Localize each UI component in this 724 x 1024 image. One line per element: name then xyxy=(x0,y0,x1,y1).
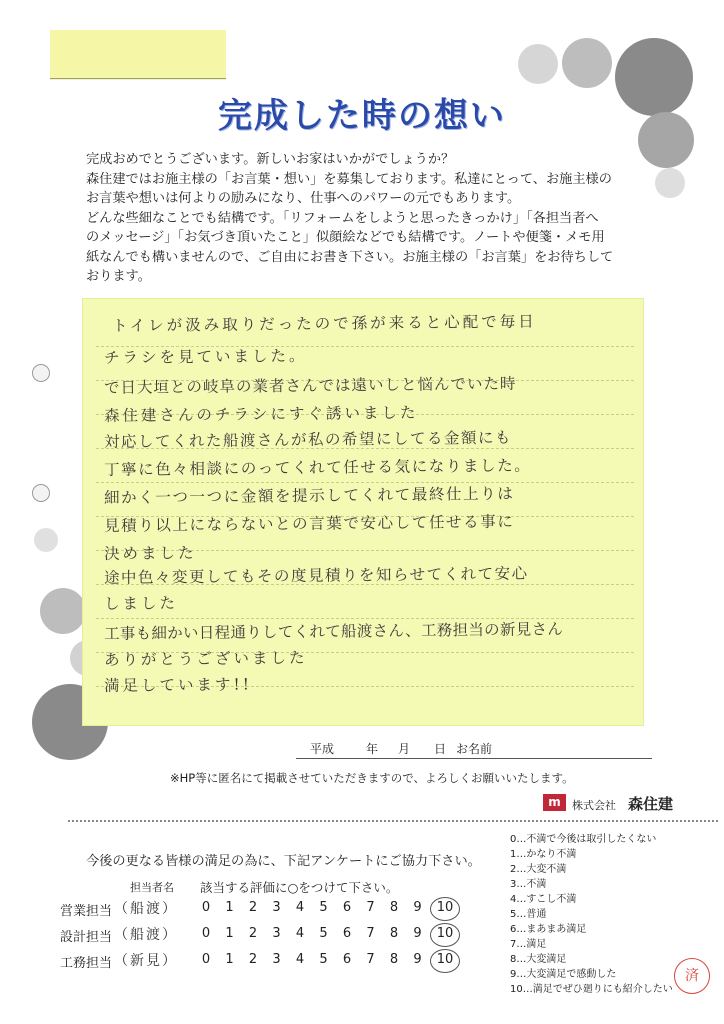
score-option[interactable]: 1 xyxy=(225,900,234,915)
handwritten-line: 工事も細かい日程通りしてくれて船渡さん、工務担当の新見さん xyxy=(103,620,564,643)
intro-line: どんな些細なことでも結構です。「リフォームをしようと思ったきっかけ」「各担当者へ xyxy=(86,210,599,226)
survey-row-staff-name: （船渡） xyxy=(114,927,178,943)
survey-row-label: 工務担当 xyxy=(60,956,113,971)
company-name: 森住建 xyxy=(628,795,674,813)
legend-item: 0…不満で今後は取引したくない xyxy=(510,834,657,845)
decor-circle xyxy=(34,528,58,552)
survey-row-staff-name: （新見） xyxy=(114,953,178,969)
score-option[interactable]: 10 xyxy=(436,900,454,915)
page-title: 完成した時の想い xyxy=(218,96,506,136)
score-option[interactable]: 6 xyxy=(342,926,352,941)
survey-title: 今後の更なる皆様の満足の為に、下記アンケートにご協力下さい。 xyxy=(86,854,481,869)
selected-score-circle xyxy=(430,897,460,921)
handwritten-line: 森住建さんのチラシにすぐ誘いました xyxy=(103,403,419,425)
score-option[interactable]: 5 xyxy=(319,900,328,915)
handwritten-line: 見積り以上にならないとの言葉で安心して任せる事に xyxy=(103,512,515,535)
score-option[interactable]: 6 xyxy=(342,900,352,915)
yellow-tab xyxy=(50,30,226,80)
legend-item: 9…大変満足で感動した xyxy=(510,969,617,980)
score-option[interactable]: 10 xyxy=(436,952,454,967)
punch-hole xyxy=(32,364,50,382)
score-option[interactable]: 7 xyxy=(366,900,375,915)
score-option[interactable]: 5 xyxy=(319,952,328,967)
decor-circle xyxy=(562,38,612,88)
handwritten-line: 対応してくれた船渡さんが私の希望にしてる金額にも xyxy=(103,428,513,451)
legend-item: 1…かなり不満 xyxy=(510,849,577,860)
score-option[interactable]: 0 xyxy=(201,926,211,941)
day-label: 日 xyxy=(434,742,447,756)
score-option[interactable]: 5 xyxy=(319,926,328,941)
score-option[interactable]: 2 xyxy=(248,900,258,915)
month-label: 月 xyxy=(398,742,411,756)
score-option[interactable]: 3 xyxy=(272,926,281,941)
punch-hole xyxy=(32,484,50,502)
survey-row-label: 設計担当 xyxy=(60,930,113,945)
intro-line: おります。 xyxy=(86,269,151,284)
legend-item: 10…満足でぜひ廻りにも紹介したい xyxy=(510,984,673,995)
intro-line: お言葉や想いは何よりの励みになり、仕事へのパワーの元でもあります。 xyxy=(86,191,521,206)
score-option[interactable]: 7 xyxy=(366,926,375,941)
legend-item: 2…大変不満 xyxy=(510,864,567,875)
selected-score-circle xyxy=(430,923,460,947)
legend-item: 6…まあまあ満足 xyxy=(510,924,587,935)
legend-item: 7…満足 xyxy=(510,939,547,950)
score-option[interactable]: 6 xyxy=(342,952,352,967)
score-option[interactable]: 2 xyxy=(248,926,258,941)
tab-rule xyxy=(50,78,226,79)
score-option[interactable]: 8 xyxy=(389,926,399,941)
company-logo: m xyxy=(543,794,566,811)
intro-line: のメッセージ」「お気づき頂いたこと」似顔絵などでも結構です。ノートや便箋・メモ用 xyxy=(86,230,605,245)
processed-stamp: 済 xyxy=(674,958,710,994)
score-option[interactable]: 1 xyxy=(225,926,234,941)
handwritten-line: 満足しています!! xyxy=(103,675,253,695)
score-option[interactable]: 4 xyxy=(295,952,305,967)
decor-circle xyxy=(518,44,558,84)
score-option[interactable]: 8 xyxy=(389,952,399,967)
legend-item: 3…不満 xyxy=(510,879,547,890)
score-option[interactable]: 1 xyxy=(225,952,234,967)
score-option[interactable]: 0 xyxy=(201,952,211,967)
legend-item: 5…普通 xyxy=(510,909,547,920)
date-name-row xyxy=(296,740,652,759)
score-option[interactable]: 3 xyxy=(272,900,281,915)
handwritten-line: 丁寧に色々相談にのってくれて任せる気になりました。 xyxy=(103,456,532,479)
handwritten-line: で日大垣との岐阜の業者さんでは遠いしと悩んでいた時 xyxy=(103,374,517,397)
instruction-column-header: 該当する評価に○をつけて下さい。 xyxy=(200,880,399,895)
survey-row-staff-name: （船渡） xyxy=(114,901,178,917)
score-option[interactable]: 7 xyxy=(366,952,375,967)
legend-item: 4…すこし不満 xyxy=(510,894,577,905)
decor-circle xyxy=(40,588,86,634)
year-label: 年 xyxy=(366,742,379,756)
decor-circle xyxy=(655,168,685,198)
score-option[interactable]: 4 xyxy=(295,900,305,915)
handwritten-line: ありがとうございました xyxy=(103,648,308,669)
score-option[interactable]: 9 xyxy=(413,952,422,967)
caution-note: ※HP等に匿名にて掲載させていただきますので、よろしくお願いいたします。 xyxy=(170,771,574,785)
score-option[interactable]: 0 xyxy=(201,900,211,915)
intro-line: 森住建ではお施主様の「お言葉・想い」を募集しております。私達にとって、お施主様の xyxy=(86,171,612,187)
section-divider xyxy=(68,820,718,822)
name-label: お名前 xyxy=(456,742,493,756)
handwritten-line: トイレが汲み取りだったので孫が来ると心配で毎日 xyxy=(111,312,537,335)
score-option[interactable]: 3 xyxy=(272,952,281,967)
score-option[interactable]: 9 xyxy=(413,926,422,941)
survey-row-label: 営業担当 xyxy=(60,904,113,919)
selected-score-circle xyxy=(430,949,460,973)
handwritten-line: 細かく一つ一つに金額を提示してくれて最終仕上りは xyxy=(103,484,515,507)
handwritten-line: しました xyxy=(103,594,179,613)
intro-text xyxy=(86,150,646,287)
era-label: 平成 xyxy=(310,742,335,756)
legend-item: 8…大変満足 xyxy=(510,954,567,965)
handwritten-line: 決めました xyxy=(103,544,197,563)
staff-column-header: 担当者名 xyxy=(130,881,174,894)
company-prefix: 株式会社 xyxy=(572,799,616,812)
score-option[interactable]: 10 xyxy=(436,926,454,941)
handwritten-line: 途中色々変更してもその度見積りを知らせてくれて安心 xyxy=(103,564,529,587)
score-option[interactable]: 4 xyxy=(295,926,305,941)
handwritten-line: チラシを見ていました。 xyxy=(103,346,308,367)
score-option[interactable]: 8 xyxy=(389,900,399,915)
intro-line: 紙なんでも構いませんので、ご自由にお書き下さい。お施主様の「お言葉」をお待ちして xyxy=(86,249,614,265)
intro-line: 完成おめでとうございます。新しいお家はいかがでしょうか？ xyxy=(86,152,455,167)
score-option[interactable]: 2 xyxy=(248,952,258,967)
score-option[interactable]: 9 xyxy=(413,900,422,915)
